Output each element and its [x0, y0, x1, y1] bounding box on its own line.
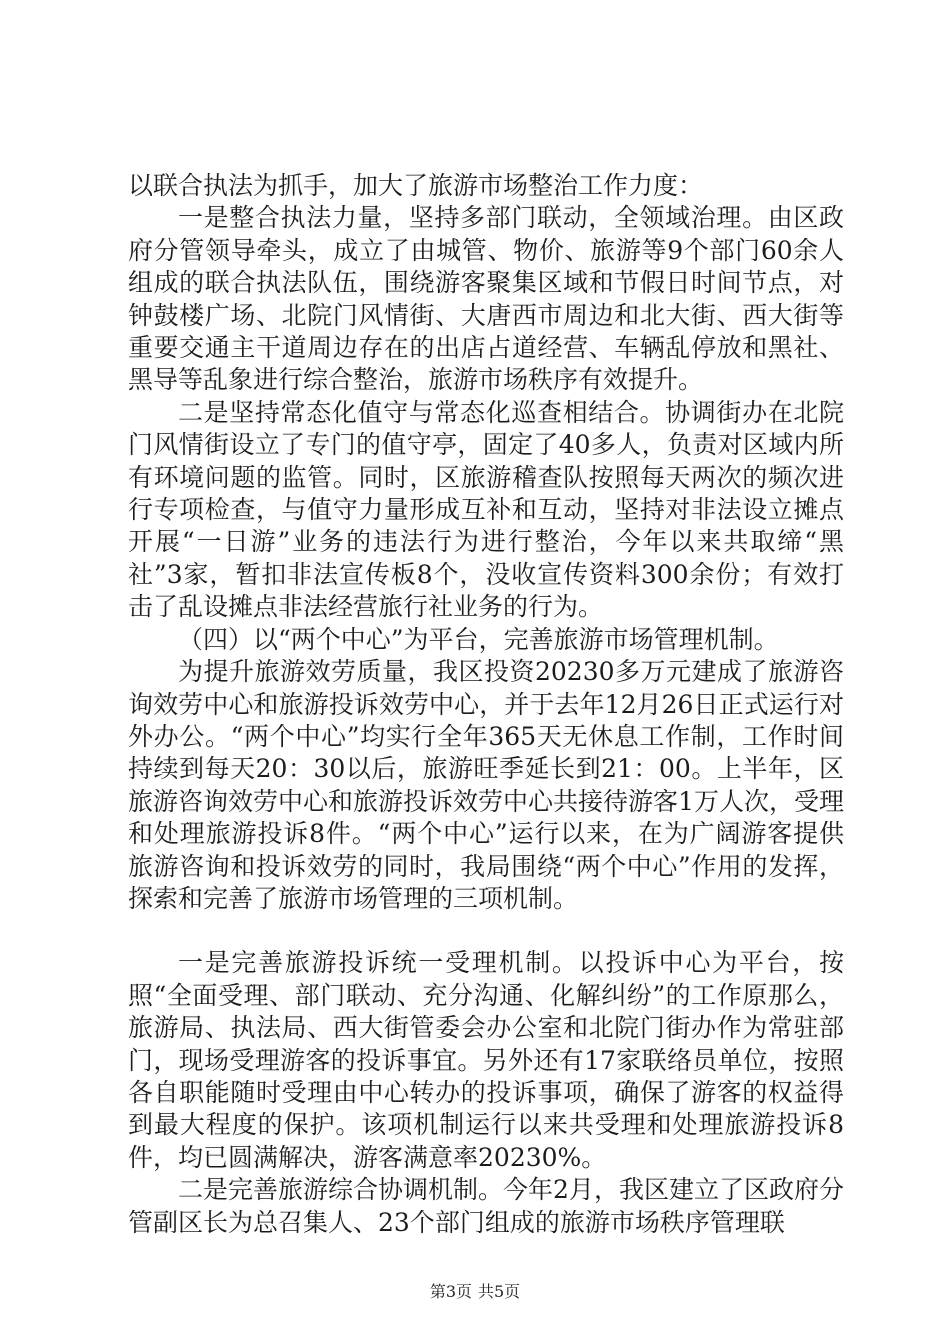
section-heading-four: （四）以“两个中心”为平台，完善旅游市场管理机制。: [178, 624, 779, 654]
page-footer: [0, 1279, 950, 1302]
paragraph-law-enforcement: 一是整合执法力量，坚持多部门联动，全领域治理。由区政府分管领导牵头，成立了由城管、物价、旅游等9个部门60余人组成的联合执法队伍，围绕游客聚集区域和节假日时间节点，对钟鼓楼广场、北院门风情街、大唐西市周边和北大街、西大街等重要交通主干道周边存在的出店占道经营、车辆乱停放和黑社、黑导等乱象进行综合整治，旅游市场秩序有效提升。: [128, 203, 844, 395]
page-number: 第3页: [429, 1282, 472, 1301]
paragraph-patrol: 二是坚持常态化值守与常态化巡查相结合。协调街办在北院门风情街设立了专门的值守亭，固定了40多人，负责对区域内所有环境问题的监管。同时，区旅游稽查队按照每天两次的频次进行专项检查，与值守力量形成互补和互动，坚持对非法设立摊点开展“一日游”业务的违法行为进行整治，今年以来共取缔“黑社”3家，暂扣非法宣传板8个，没收宣传资料300余份；有效打击了乱设摊点非法经营旅行社业务的行为。: [128, 397, 844, 622]
paragraph-two-centers: 为提升旅游效劳质量，我区投资20230多万元建成了旅游咨询效劳中心和旅游投诉效劳中心，并于去年12月26日正式运行对外办公。“两个中心”均实行全年365天无休息工作制，工作时间持续到每天20：30以后，旅游旺季延长到21：00。上半年，区旅游咨询效劳中心和旅游投诉效劳中心共接待游客1万人次，受理和处理旅游投诉8件。“两个中心”运行以来，在为广阔游客提供旅游咨询和投诉效劳的同时，我局围绕“两个中心”作用的发挥，探索和完善了旅游市场管理的三项机制。: [128, 657, 844, 913]
paragraph-complaint-mechanism: 一是完善旅游投诉统一受理机制。以投诉中心为平台，按照“全面受理、部门联动、充分沟通、化解纠纷”的工作原那么，旅游局、执法局、西大街管委会办公室和北院门街办作为常驻部门，现场受理游客的投诉事宜。另外还有17家联络员单位，按照各自职能随时受理由中心转办的投诉事项，确保了游客的权益得到最大程度的保护。该项机制运行以来共受理和处理旅游投诉8件，均已圆满解决，游客满意率20230%。: [128, 948, 844, 1172]
paragraph-coordination-mechanism: 二是完善旅游综合协调机制。今年2月，我区建立了区政府分管副区长为总召集人、23个部门组成的旅游市场秩序管理联: [128, 1175, 844, 1237]
paragraph-intro: 以联合执法为抓手，加大了旅游市场整治工作力度：: [128, 171, 704, 200]
document-body: [128, 170, 844, 1239]
page-total: 共5页: [478, 1282, 521, 1301]
